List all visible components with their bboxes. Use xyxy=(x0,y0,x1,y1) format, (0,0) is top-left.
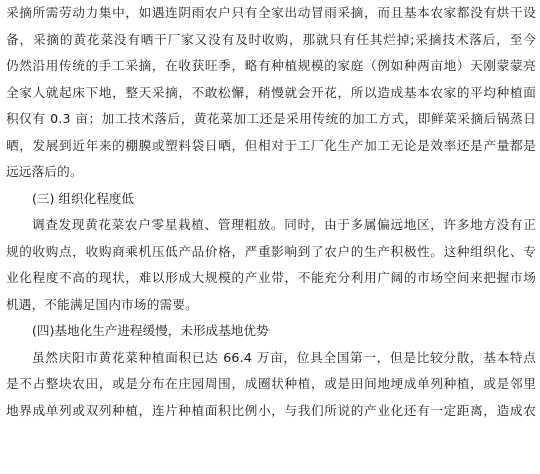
text-line: 是不占整块农田，或是分布在庄园周围，成圈状种植，或是田间地埂成单列种植，或是邻里 xyxy=(6,376,536,391)
text-line: 积仅有 0.3 亩；加工技术落后，黄花菜加工还是采用传统的加工方式，即鲜菜采摘后锅蒸日 xyxy=(6,111,536,126)
text-line: 采摘所需劳动力集中，如遇连阴雨农户只有全家出动冒雨采摘，而且基本农家都没有烘干设 xyxy=(6,5,536,20)
text-line: 虽然庆阳市黄花菜种植面积已达 66.4 万亩，位具全国第一，但是比较分散，基本特点 xyxy=(32,349,536,365)
text-line: 地界成单列或双列种植，连片种植面积比例小，与我们所说的产业化还有一定距离，造成农 xyxy=(6,402,536,418)
text-line: 全家人就起床下地，整天采摘，不敢松懈，稍慢就会开花，所以造成基本农家的平均种植面 xyxy=(6,84,536,100)
section-heading-organization: (三) 组织化程度低 xyxy=(32,190,134,206)
text-line: 仍然沿用传统的手工采摘，在收获旺季，略有种植规模的家庭（例如种两亩地）天刚蒙蒙亮 xyxy=(6,58,536,73)
text-line: 调查发现黄花菜农户零星栽植、管理粗放。同时，由于多属偏远地区，许多地方没有正 xyxy=(32,217,536,232)
paragraph-base-production xyxy=(6,345,536,425)
text-line: 远远落后的。 xyxy=(6,164,83,179)
paragraph-organization xyxy=(6,212,536,318)
section-heading-base-production: (四)基地化生产进程缓慢，未形成基地优势 xyxy=(32,323,269,338)
paragraph-labor-and-processing xyxy=(6,0,536,186)
text-line: 业化程度不高的现状，难以形成大规模的产业带，不能充分利用广阔的市场空间来把握市场 xyxy=(6,270,536,285)
text-line: 晒，发展到近年来的棚膜或塑料袋日晒，但相对于工厂化生产加工无论是效率还是产量都是 xyxy=(6,137,536,153)
text-line: 机遇，不能满足国内市场的需要。 xyxy=(6,296,198,312)
text-line: 备，采摘的黄花菜没有晒干厂家又没有及时收购，那就只有任其烂掉;采摘技术落后，至今 xyxy=(6,31,536,47)
text-line: 规的收购点，收购商乘机压低产品价格，严重影响到了农户的生产积极性。这种组织化、专 xyxy=(6,243,536,259)
